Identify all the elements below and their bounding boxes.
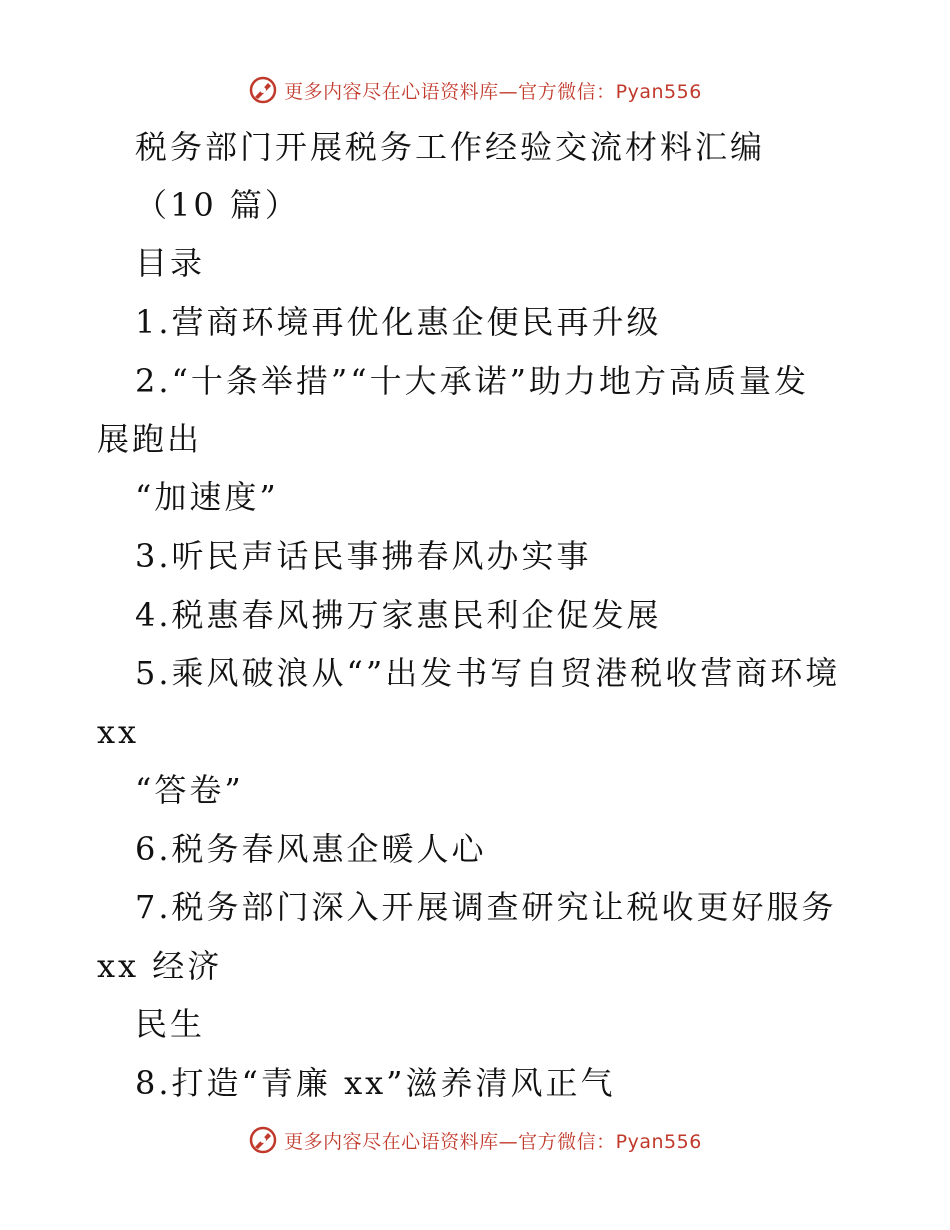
toc-item-2: 2.“十条举措”“十大承诺”助力地方高质量发 xyxy=(135,362,809,400)
document-subtitle: （10 篇） xyxy=(135,186,300,224)
footer-banner xyxy=(0,1120,950,1160)
toc-item-1: 1.营商环境再优化惠企便民再升级 xyxy=(135,303,662,341)
footer-banner-text: 更多内容尽在心语资料库—官方微信：Pyan556 xyxy=(284,1130,702,1153)
toc-item-7-cont2: 民生 xyxy=(135,1005,206,1043)
toc-item-6: 6.税务春风惠企暖人心 xyxy=(135,830,487,868)
toc-item-4: 4.税惠春风拂万家惠民利企促发展 xyxy=(135,596,662,634)
toc-item-2-cont: 展跑出 xyxy=(97,420,203,458)
toc-item-5-cont: xx xyxy=(97,713,140,751)
toc-item-8: 8.打造“青廉 xx”滋养清风正气 xyxy=(135,1064,616,1102)
header-banner-text: 更多内容尽在心语资料库—官方微信：Pyan556 xyxy=(284,80,702,103)
quill-circle-logo-icon xyxy=(248,1125,278,1155)
toc-item-2-cont2: “加速度” xyxy=(135,478,279,516)
toc-item-7-cont: xx 经济 xyxy=(97,947,223,985)
toc-item-5-cont2: “答卷” xyxy=(135,771,244,809)
toc-item-7: 7.税务部门深入开展调查研究让税收更好服务 xyxy=(135,888,837,926)
toc-item-5: 5.乘风破浪从“”出发书写自贸港税收营商环境 xyxy=(135,654,841,692)
toc-item-3: 3.听民声话民事拂春风办实事 xyxy=(135,537,592,575)
quill-circle-logo-icon xyxy=(248,75,278,105)
toc-heading: 目录 xyxy=(135,244,206,282)
header-banner xyxy=(0,70,950,110)
document-title: 税务部门开展税务工作经验交流材料汇编 xyxy=(135,128,766,166)
